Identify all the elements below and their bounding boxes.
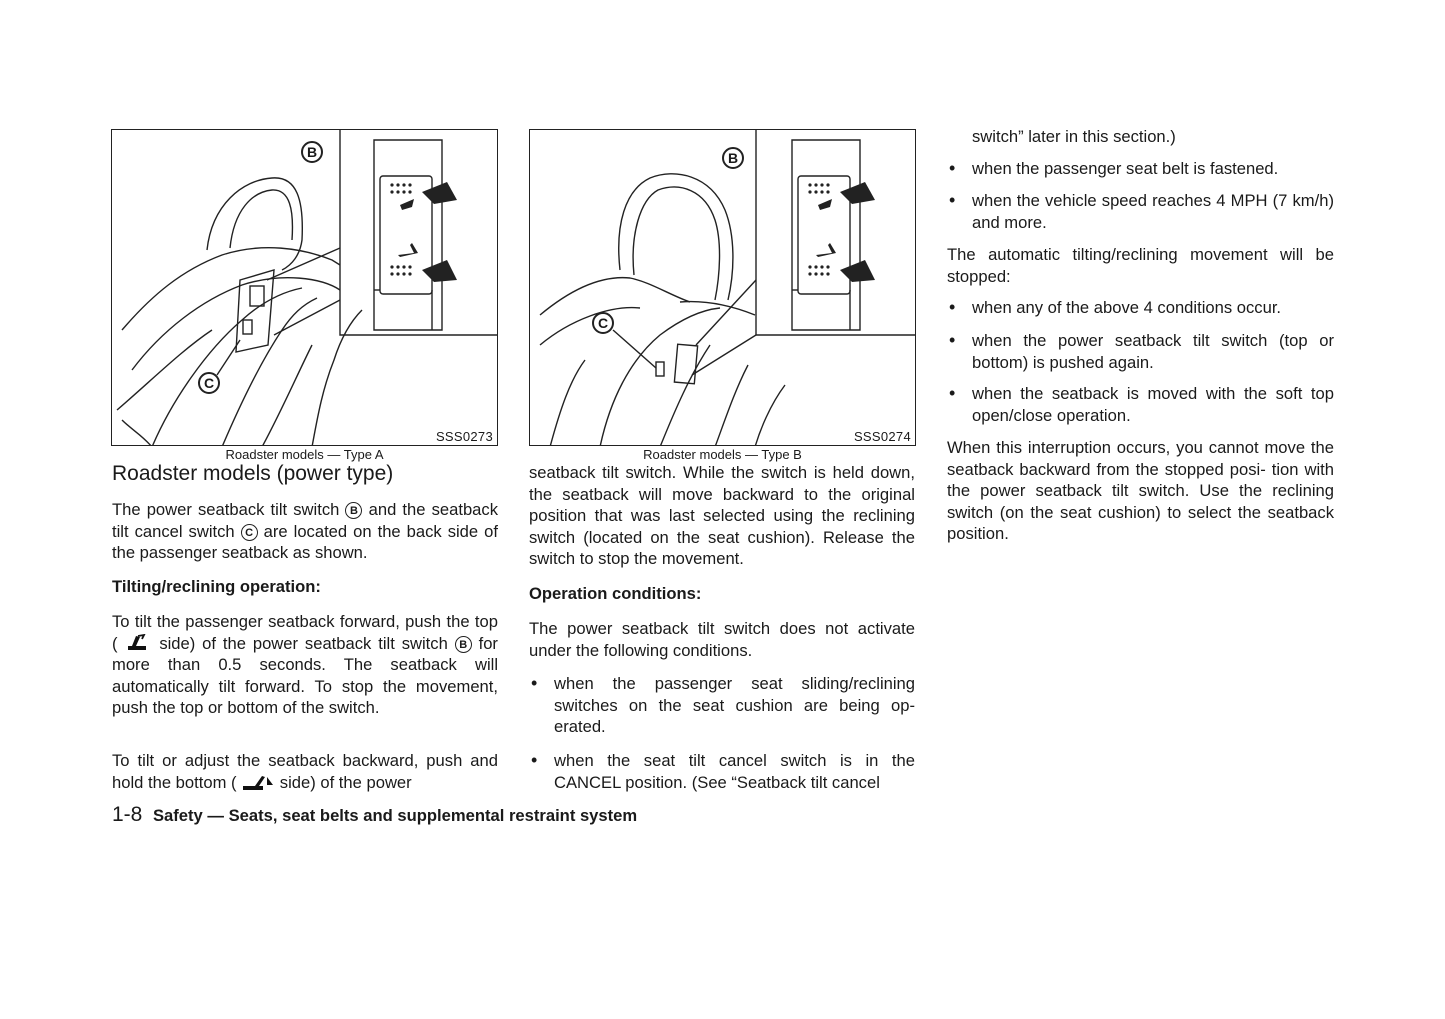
section-heading: Roadster models (power type) — [112, 462, 394, 485]
paragraph-interruption: When this interruption occurs, you cannot move the seatback backward from the stopped posi- tion with the power seatback tilt switch. Use the reclining switch (on the seat cushion) to select the seatback position. — [947, 438, 1334, 543]
text-run: The power seatback tilt switch — [112, 500, 340, 519]
section-title: Safety — Seats, seat belts and supplemental restraint system — [152, 806, 638, 825]
bullet-item: • when the seatback is moved with the soft top open/close operation. — [947, 383, 1334, 426]
figure-code: SSS0274 — [853, 429, 911, 444]
text-run: for more than 0.5 seconds. The seatback will automatically tilt forward. To stop the movement, push the top or bottom of the switch. — [112, 633, 498, 717]
page-number: 1-8 — [112, 803, 143, 826]
paragraph-tilt-forward — [112, 611, 498, 719]
seat-tilt-backward-icon — [241, 773, 275, 793]
seat-illustration-b — [530, 130, 916, 446]
text-run: side) of the power seatback tilt switch — [159, 633, 448, 653]
bullet-item: • when any of the above 4 conditions occur. — [947, 297, 1334, 319]
text-run: To tilt or adjust the seatback backward, push and hold the bottom ( — [112, 751, 498, 792]
figure-code: SSS0273 — [435, 429, 493, 444]
paragraph-tilt-backward — [112, 750, 498, 793]
figure-type-b — [529, 129, 916, 446]
marker-b: B — [455, 636, 472, 653]
seat-illustration-a — [112, 130, 498, 446]
label-c-b: C — [597, 315, 609, 331]
bullet-item: • when the vehicle speed reaches 4 MPH (7 km/h) and more. — [947, 190, 1334, 233]
paragraph-conditions-intro: The power seatback tilt switch does not activate under the following conditions. — [529, 619, 915, 660]
bullet-item: • when the passenger seat sliding/reclining switches on the seat cushion are being op- erated. — [529, 673, 915, 738]
seat-tilt-forward-icon — [124, 634, 152, 654]
bullet-item: • when the power seatback tilt switch (top or bottom) is pushed again. — [947, 330, 1334, 373]
paragraph-backward-continue: seatback tilt switch. While the switch is held down, the seatback will move backward to the original position that was last selected using the reclining switch (located on the seat cushion). Release the switch to stop the movement. — [529, 463, 915, 568]
marker-b: B — [345, 502, 362, 519]
label-b-b: B — [727, 150, 739, 166]
text-run: To tilt the passenger seatback forward, push the top ( — [112, 612, 498, 653]
bullet-item: • when the seat tilt cancel switch is in the CANCEL position. (See “Seatback tilt cancel — [529, 750, 915, 793]
text-run: and the seatback tilt cancel switch — [112, 500, 499, 541]
paragraph-stopped: The automatic tilting/reclining movement will be stopped: — [947, 245, 1334, 286]
subheading-tilting: Tilting/reclining operation: — [112, 577, 321, 596]
paragraph-continued: switch” later in this section.) — [972, 127, 1176, 146]
text-run: side) of the power — [279, 772, 412, 792]
bullet-item: • when the passenger seat belt is fastened. — [947, 158, 1334, 180]
paragraph-switch-location — [112, 499, 498, 564]
figure-type-a — [111, 129, 498, 446]
text-run: are located on the back side of the passenger seatback as shown. — [112, 521, 498, 562]
page-footer — [112, 803, 637, 827]
label-c-a: C — [203, 375, 215, 391]
marker-c: C — [241, 524, 258, 541]
figure-caption: Roadster models — Type B — [643, 447, 802, 462]
label-b-a: B — [306, 144, 318, 160]
figure-caption: Roadster models — Type A — [225, 447, 384, 462]
subheading-operation-conditions: Operation conditions: — [529, 584, 702, 603]
